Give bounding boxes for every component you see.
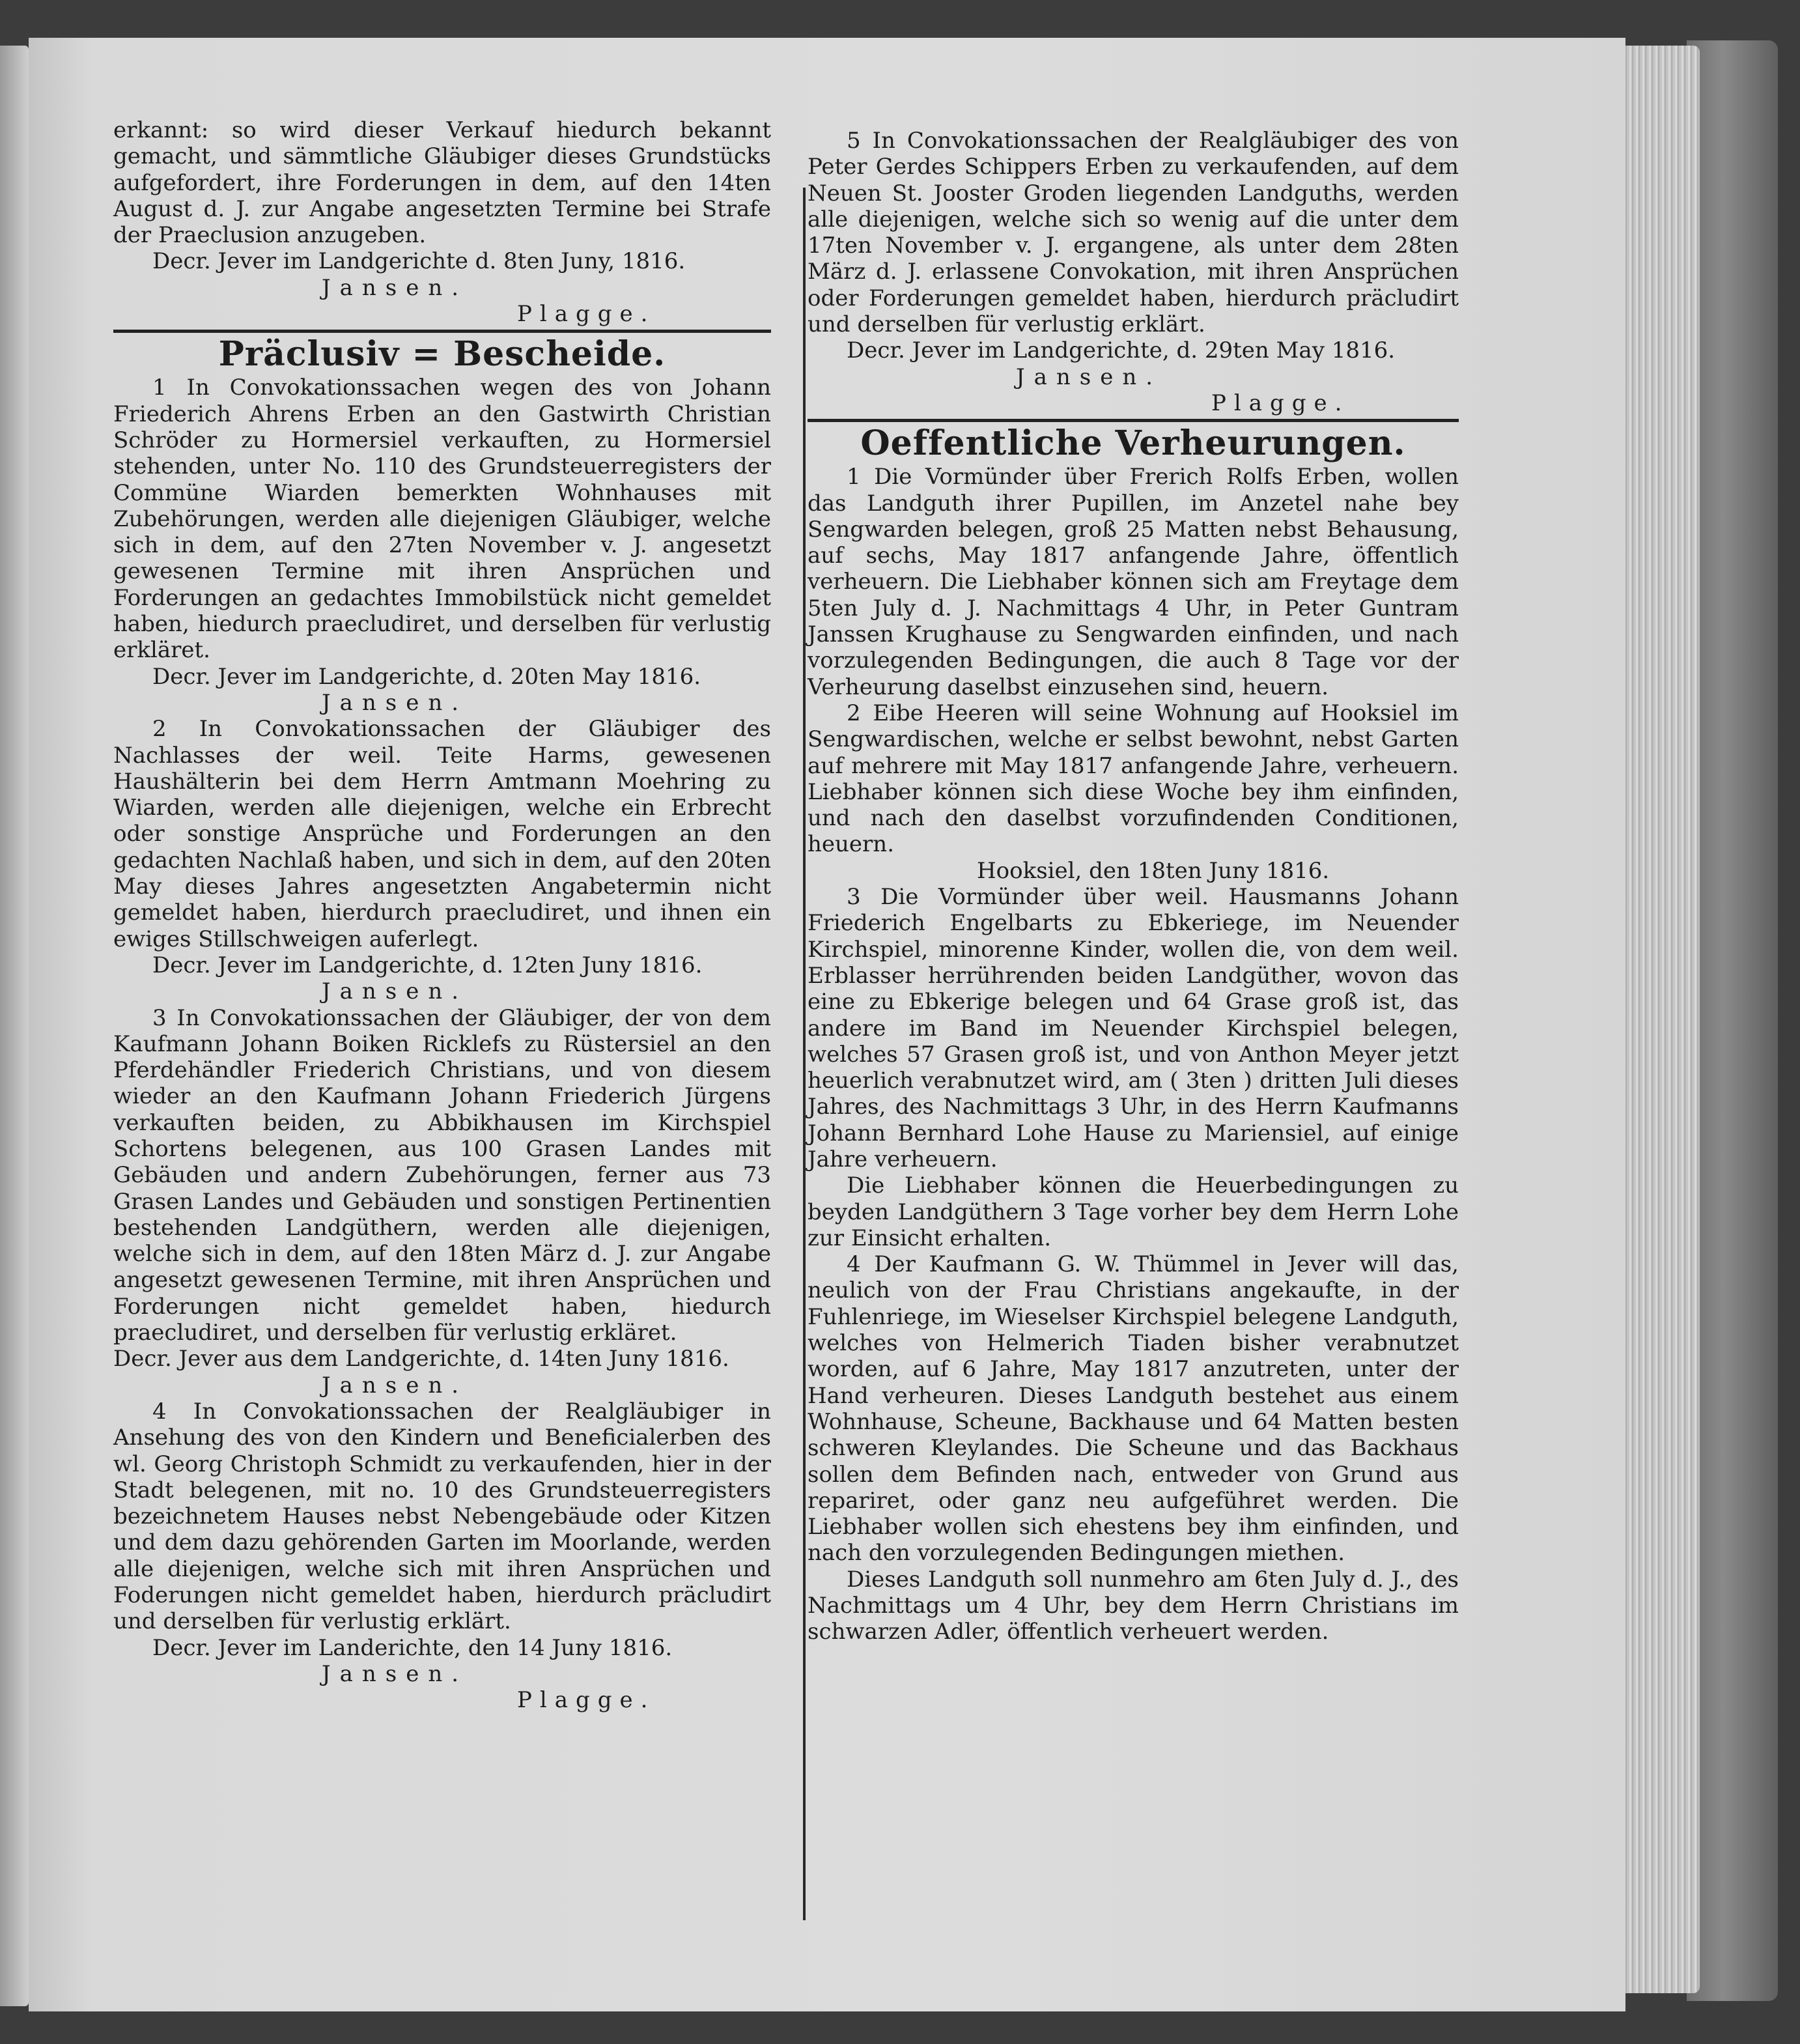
newspaper-page — [29, 38, 1625, 2011]
facing-page-edge — [0, 46, 29, 2006]
notice-2: 2 In Convokationssachen der Gläubiger des Nachlasses der weil. Teite Harms, gewesenen Haushälterin bei dem Herrn Amtmann Moehring zu Wiarden, werden alle diejenigen, welche ein Erbrecht oder sonstige Ansprüche und Forderungen an den gedachten Nachlaß haben, und sich in dem, auf den 20ten May dieses Jahres angesetzten Angabetermin nicht gemeldet haben, hierdurch praecludiret, und ihnen ein ewiges Stillschweigen auferlegt. — [113, 716, 771, 952]
decree-line: Decr. Jever im Landgerichte, d. 29ten May 1816. — [847, 337, 1396, 364]
rental-notice-1: 1 Die Vormünder über Frerich Rolfs Erben, wollen das Landguth ihrer Pupillen, im Anzetel nahe bey Sengwarden belegen, groß 25 Matten nebst Behausung, auf sechs, May 1817 anfangende Jahre, öffentlich verheuern. Die Liebhaber können sich am Freytage dem 5ten July d. J. Nachmittags 4 Uhr, in Peter Guntram Janssen Krughause zu Sengwarden einfinden, und nach vorzulegenden Bedingungen, die auch 8 Tage vor der Verheurung daselbst einzusehen sind, heuern. — [808, 464, 1459, 700]
rental-notice-4-auction: Dieses Landguth soll nunmehro am 6ten July d. J., des Nachmittags um 4 Uhr, bey dem Herrn Christians im schwarzen Adler, öffentlich verheuert werden. — [808, 1566, 1459, 1645]
column-divider — [803, 188, 806, 1920]
rental-notice-4: 4 Der Kaufmann G. W. Thümmel in Jever will das, neulich von der Frau Christians angekaufte, in der Fuhlenriege, im Wieselser Kirchspiel belegene Landguth, welches von Helmerich Tiaden bisher verabnutzet worden, auf 6 Jahre, May 1817 anzutreten, unter der Hand verheuren. Dieses Landguth bestehet aus einem Wohnhause, Scheune, Backhause und 64 Matten besten schweren Kleylandes. Die Scheune und das Backhaus sollen dem Befinden nach, entweder von Grund aus repariret, oder ganz neu aufgeführet werden. Die Liebhaber wollen sich ehestens bey ihm einfinden, und nach den vorzulegenden Bedingungen miethen. — [808, 1251, 1459, 1567]
decree-line: Decr. Jever im Landgerichte d. 8ten Juny, 1816. — [152, 248, 686, 275]
signature-jansen: Jansen. — [322, 978, 468, 1005]
signature-jansen: Jansen. — [322, 1372, 468, 1398]
continued-text: erkannt: so wird dieser Verkauf hiedurch bekannt gemacht, und sämmtliche Gläubiger dieses Grundstücks aufgefordert, ihre Forderungen in dem, auf den 14ten August d. J. zur Angabe angesetzten Termine bei Strafe der Praeclusion anzugeben. — [113, 117, 771, 249]
rental-notice-2: 2 Eibe Heeren will seine Wohnung auf Hooksiel im Sengwardischen, welche er selbst bewohnt, nebst Garten auf mehrere mit May 1817 anfangende Jahre, verheuern. Liebhaber können sich diese Woche bey ihm einfinden, und nach den daselbst vorzufindenden Conditionen, heuern. — [808, 700, 1459, 858]
signature-jansen: Jansen. — [322, 1660, 468, 1687]
place-date-line: Hooksiel, den 18ten Juny 1816. — [977, 857, 1330, 884]
section-rule — [808, 419, 1459, 422]
notice-4: 4 In Convokationssachen der Realgläubiger in Ansehung des von den Kindern und Beneficialerben des wl. Georg Christoph Schmidt zu verkaufenden, hier in der Stadt belegenen, mit no. 10 des Grundsteuerregisters bezeichnetem Hauses nebst Nebengebäude oder Kitzen und dem dazu gehörenden Garten im Moorlande, werden alle diejenigen, welche sich mit ihren Ansprüchen und Foderungen nicht gemeldet haben, hierdurch präcludirt und derselben für verlustig erklärt. — [113, 1398, 771, 1635]
notice-5: 5 In Convokationssachen der Realgläubiger des von Peter Gerdes Schippers Erben zu verkaufenden, auf dem Neuen St. Jooster Groden liegenden Landguths, werden alle diejenigen, welche sich so wenig auf die unter dem 17ten November v. J. ergangene, als unter dem 28ten März d. J. erlassene Convokation, mit ihren Ansprüchen oder Forderungen gemeldet haben, hierdurch präcludirt und derselben für verlustig erklärt. — [808, 128, 1459, 338]
left-column — [113, 117, 771, 1714]
signature-jansen: Jansen. — [322, 689, 468, 716]
page-stack-edges — [1622, 46, 1700, 1993]
signature-plagge: Plagge. — [1211, 390, 1350, 416]
section-heading-verheurungen: Oeffentliche Verheurungen. — [860, 423, 1406, 464]
book-cover-edge — [1687, 40, 1778, 2001]
rental-notice-3: 3 Die Vormünder über weil. Hausmanns Johann Friederich Engelbarts zu Ebkeriege, im Neuender Kirchspiel, minorenne Kinder, wollen die, von dem weil. Erblasser herrührenden beiden Landgüther, wovon das eine zu Ebkerige belegen und 64 Grase groß ist, das andere im Band im Neuender Kirchspiel belegen, welches 57 Grasen groß ist, und von Anthon Meyer jetzt heuerlich verabnutzet wird, am ( 3ten ) dritten Juli dieses Jahres, des Nachmittags 3 Uhr, in des Herrn Kaufmanns Johann Bernhard Lohe Hause zu Mariensiel, auf einige Jahre verheuern. — [808, 884, 1459, 1172]
signature-jansen: Jansen. — [1016, 363, 1162, 390]
rental-notice-3-conditions: Die Liebhaber können die Heuerbedingungen zu beyden Landgüthern 3 Tage vorher bey dem Herrn Lohe zur Einsicht erhalten. — [808, 1172, 1459, 1251]
notice-3: 3 In Convokationssachen der Gläubiger, der von dem Kaufmann Johann Boiken Ricklefs zu Rüstersiel an den Pferdehändler Friederich Christians, und von diesem wieder an den Kaufmann Johann Friederich Jürgens verkauften beiden, zu Abbikhausen im Kirchspiel Schortens belegenen, aus 100 Grasen Landes mit Gebäuden und andern Zubehörungen, ferner aus 73 Grasen Landes und Gebäuden und sonstigen Pertinentien bestehenden Landgüthern, werden alle diejenigen, welche sich in dem, auf den 18ten März d. J. zur Angabe angesetzt gewesenen Termine, mit ihren Ansprüchen und Forderungen nicht gemeldet haben, hiedurch praecludiret, und derselben für verlustig erkläret. — [113, 1004, 771, 1346]
decree-line: Decr. Jever im Landerichte, den 14 Juny 1816. — [152, 1634, 673, 1661]
signature-jansen: Jansen. — [322, 274, 468, 301]
signature-plagge: Plagge. — [517, 1687, 656, 1714]
notice-1: 1 In Convokationssachen wegen des von Johann Friederich Ahrens Erben an den Gastwirth Christian Schröder zu Hormersiel verkauften, zu Hormersiel stehenden, unter No. 110 des Grundsteuerregisters der Commüne Wiarden bemerkten Wohnhauses mit Zubehörungen, werden alle diejenigen Gläubiger, welche sich in dem, auf den 27ten November v. J. angesetzt gewesenen Termine mit ihren Ansprüchen und Forderungen an gedachtes Immobilstück nicht gemeldet haben, hiedurch praecludiret, und derselben für verlustig erkläret. — [113, 375, 771, 664]
right-column — [808, 128, 1459, 1645]
section-rule — [113, 330, 771, 333]
decree-line: Decr. Jever im Landgerichte, d. 12ten Juny 1816. — [152, 952, 703, 978]
section-heading-praeclusiv: Präclusiv = Bescheide. — [218, 334, 666, 375]
signature-plagge: Plagge. — [517, 301, 656, 328]
decree-line: Decr. Jever im Landgerichte, d. 20ten May 1816. — [152, 663, 701, 690]
decree-line: Decr. Jever aus dem Landgerichte, d. 14ten Juny 1816. — [113, 1346, 729, 1372]
